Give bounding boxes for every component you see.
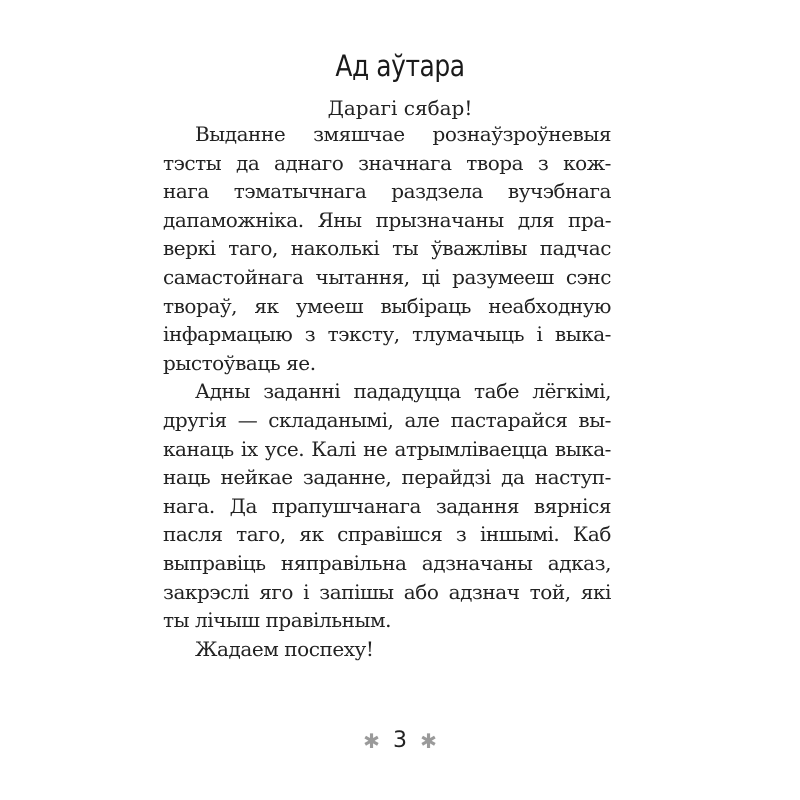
text-line: наць нейкае заданне, перайдзі да наступ- [163,465,611,490]
paragraph-2 [163,377,611,634]
body-text [163,120,611,663]
text-line: рыстоўваць яе. [163,350,316,375]
text-line: самастойнага чытання, ці разумееш сэнс [163,264,611,289]
text-line: пасля таго, як справішся з іншымі. Каб [163,522,611,547]
asterisk-ornament-icon: ✱ [363,728,380,753]
page-title: Ад аўтара [335,49,465,83]
text-line: выправіць няправільна адзначаны адказ, [163,550,611,575]
page-number: 3 [393,728,407,753]
asterisk-ornament-icon: ✱ [420,728,437,753]
text-line: дапаможніка. Яны прызначаны для пра- [163,207,611,232]
text-line: Выданне змяшчае рознаўзроўневыя [195,122,611,146]
text-line: ты лічыш правільным. [163,608,392,633]
text-line: твораў, як умееш выбіраць неабходную [163,293,611,318]
greeting: Дарагі сябар! [327,96,473,120]
text-line: нага тэматычнага раздзела вучэбнага [163,179,611,204]
text-line: другія — складанымі, але пастарайся вы- [163,407,611,432]
text-line: канаць іх усе. Калі не атрымліваецца выка- [163,436,611,461]
text-line: веркі таго, наколькі ты ўважлівы падчас [163,236,611,261]
closing-line: Жадаем поспеху! [195,636,374,661]
text-line: закрэслі яго і запішы або адзнач той, які [163,579,611,604]
text-line: нага. Да прапушчанага задання вярніся [163,493,611,518]
text-line: Адны заданні пададуцца табе лёгкімі, [195,379,611,404]
paragraph-1 [163,120,611,377]
text-line: інфармацыю з тэксту, тлумачыць і выка- [163,322,611,347]
text-line: тэсты да аднаго значнага твора з кож- [163,150,611,175]
paragraph-3 [163,635,611,664]
page-footer [0,728,800,753]
